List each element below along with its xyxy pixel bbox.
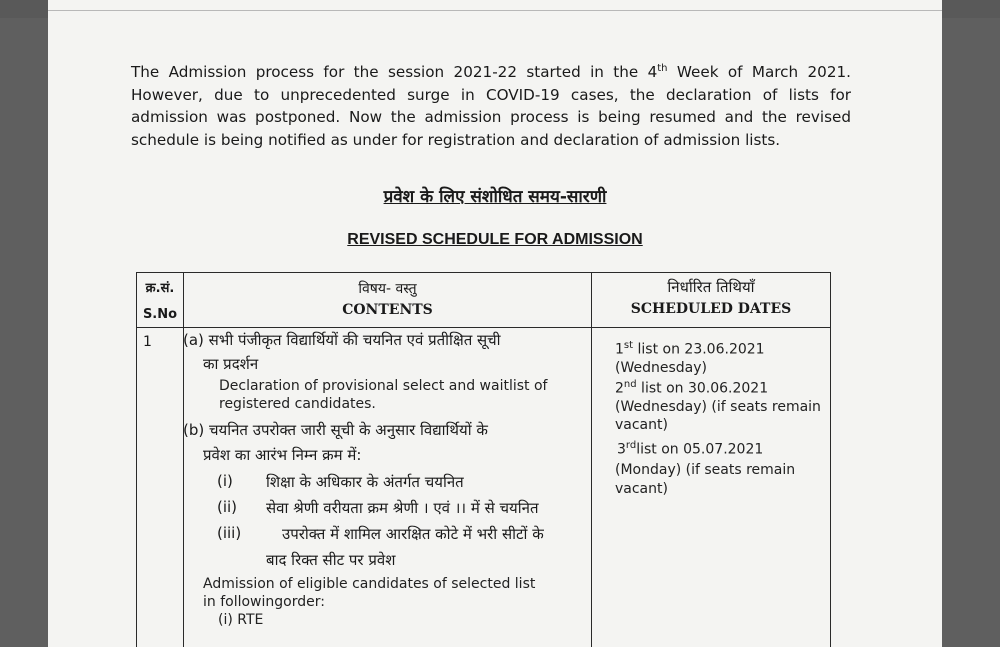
item-iii-num: (iii) xyxy=(217,524,242,542)
date-1-sup: st xyxy=(623,340,634,351)
title-hindi-text: प्रवेश के लिए संशोधित समय-सारणी xyxy=(383,187,607,207)
title-english-text: REVISED SCHEDULE FOR ADMISSION xyxy=(347,231,643,248)
date-2-num: 2 xyxy=(615,380,624,397)
date-3-day: (Monday) (if seats remain xyxy=(615,462,796,478)
header-contents xyxy=(184,273,592,328)
item-b-hindi-2: प्रवेश का आरंभ निम्न क्रम में: xyxy=(203,446,362,464)
intro-text-2: Week of March 2021. However, due to unprecedented surge in COVID-19 cases, the declaration of lists for admission was postponed. Now the admission process is being resumed and the revised schedule is being notified as under for registration and declaration of admission lists. xyxy=(131,63,851,149)
date-2-text: list on 30.06.2021 xyxy=(636,380,769,397)
header-sno xyxy=(137,273,184,328)
item-ii-text: सेवा श्रेणी वरीयता क्रम श्रेणी । एवं ।। में से चयनित xyxy=(266,499,539,517)
row-dates xyxy=(592,328,831,647)
date-2-sup: nd xyxy=(623,379,637,390)
title-hindi xyxy=(48,184,942,207)
row-contents xyxy=(184,328,592,647)
intro-text-1: The Admission process for the session 2021-22 started in the 4 xyxy=(131,63,658,82)
item-i-num: (i) xyxy=(217,472,233,490)
header-dates xyxy=(592,273,831,328)
date-3-sup: rd xyxy=(625,440,637,451)
date-2-day2: vacant) xyxy=(615,417,668,433)
header-contents-hindi: विषय- वस्तु xyxy=(358,281,417,297)
date-1-text: list on 23.06.2021 xyxy=(633,341,765,358)
row-sno: 1 xyxy=(137,328,184,647)
date-2 xyxy=(615,379,768,397)
header-sno-english: S.No xyxy=(142,307,178,322)
item-ii-num: (ii) xyxy=(217,498,238,516)
document-page xyxy=(48,0,942,647)
date-2-day: (Wednesday) (if seats remain xyxy=(615,399,821,415)
admission-rte: (i) RTE xyxy=(218,612,264,628)
item-a-hindi-1: (a) सभी पंजीकृत विद्यार्थियों की चयनित एवं प्रतीक्षित सूची xyxy=(183,331,501,349)
table-row xyxy=(137,328,831,647)
date-3-day2: vacant) xyxy=(615,481,668,497)
header-contents-english: CONTENTS xyxy=(342,302,433,318)
date-1-day: (Wednesday) xyxy=(615,360,707,376)
header-dates-hindi: निर्धारित तिथियाँ xyxy=(667,278,755,296)
date-1-num: 1 xyxy=(615,341,624,358)
date-3 xyxy=(617,440,763,458)
item-a-hindi-2: का प्रदर्शन xyxy=(203,355,259,373)
date-3-text: list on 05.07.2021 xyxy=(636,441,764,458)
intro-paragraph xyxy=(131,58,851,151)
admission-english-2: in followingorder: xyxy=(203,594,325,610)
header-dates-english: SCHEDULED DATES xyxy=(630,301,792,317)
item-b-hindi-1: (b) चयनित उपरोक्त जारी सूची के अनुसार विद्यार्थियों के xyxy=(183,421,488,439)
admission-english-1: Admission of eligible candidates of selected list xyxy=(203,576,536,592)
date-1 xyxy=(615,340,765,358)
date-3-num: 3 xyxy=(617,441,626,458)
schedule-table xyxy=(136,272,831,647)
item-a-english-1: Declaration of provisional select and waitlist of xyxy=(219,378,548,394)
item-iii-text-1: उपरोक्त में शामिल आरक्षित कोटे में भरी सीटों के xyxy=(282,525,544,543)
page-top-edge xyxy=(48,10,942,11)
header-sno-hindi: क्र.सं. xyxy=(145,281,175,296)
title-english xyxy=(48,231,942,249)
table-header-row xyxy=(137,273,831,328)
intro-sup: th xyxy=(657,63,668,74)
item-i-text: शिक्षा के अधिकार के अंतर्गत चयनित xyxy=(266,473,464,491)
item-iii-text-2: बाद रिक्त सीट पर प्रवेश xyxy=(266,551,396,569)
item-a-english-2: registered candidates. xyxy=(219,396,376,412)
